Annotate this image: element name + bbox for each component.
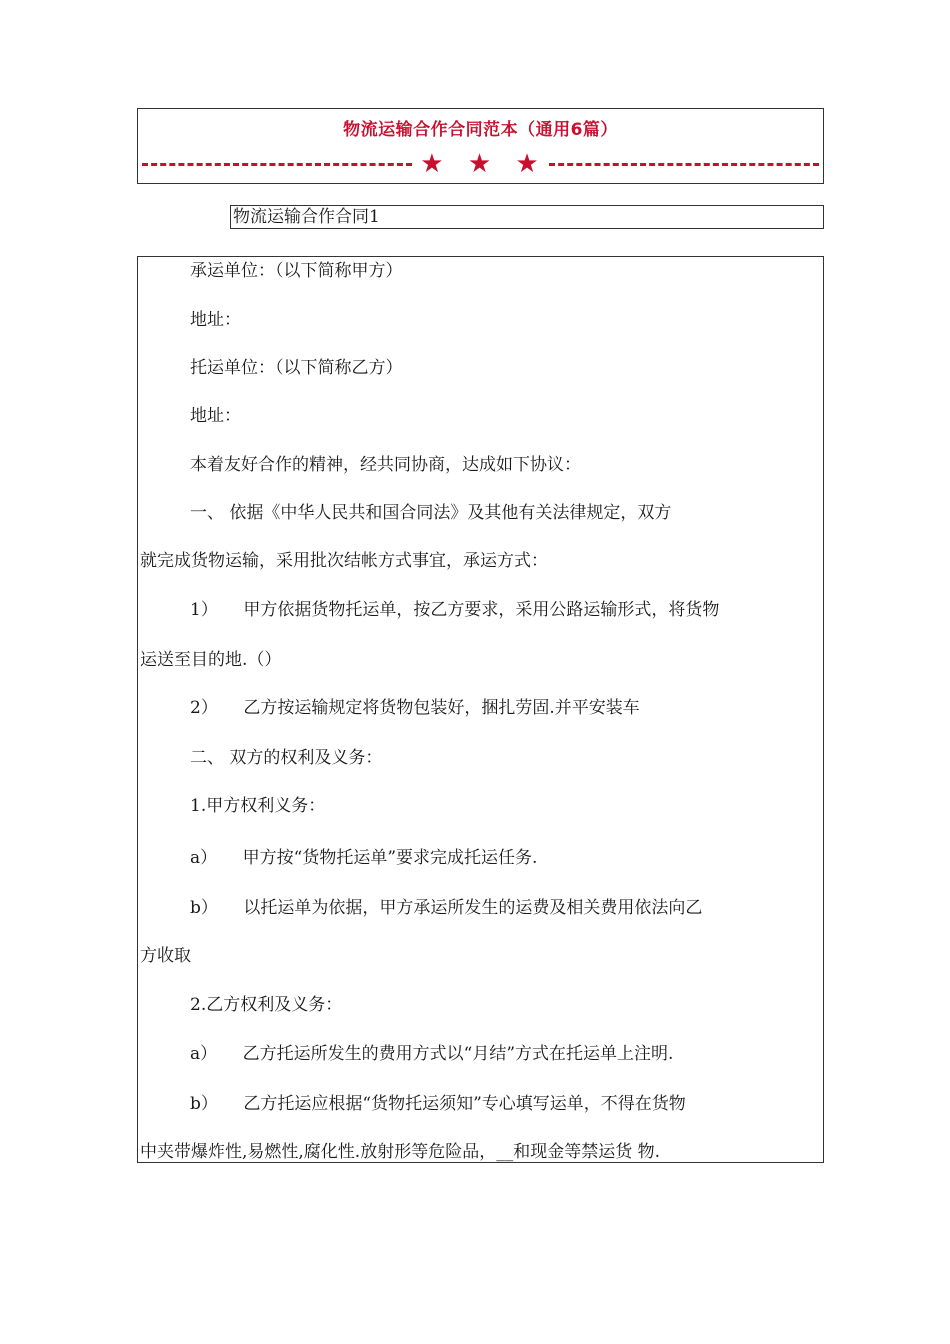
text-line: 2.乙方权利及义务： — [190, 995, 343, 1015]
text-line: b） 以托运单为依据，甲方承运所发生的运费及相关费用依法向乙 — [190, 898, 703, 918]
text-line: a） 甲方按“货物托运单”要求完成托运任务. — [190, 848, 538, 868]
text-line: 1） 甲方依据货物托运单，按乙方要求，采用公路运输形式，将货物 — [190, 600, 720, 620]
text-line: 本着友好合作的精神，经共同协商，达成如下协议： — [190, 455, 581, 475]
text-line: 一、 依据《中华人民共和国合同法》及其他有关法律规定，双方 — [190, 503, 672, 523]
document-title: 物流运输合作合同范本（通用6篇） — [343, 120, 618, 140]
text-line: b） 乙方托运应根据“货物托运须知”专心填写运单，不得在货物 — [190, 1094, 686, 1114]
text-line: 承运单位：（以下简称甲方） — [190, 261, 403, 281]
text-line: 地址： — [190, 310, 241, 330]
star-icons: ★ ★ ★ — [420, 149, 547, 179]
text-line: 1.甲方权利义务： — [190, 796, 326, 816]
text-line: 托运单位：（以下简称乙方） — [190, 358, 403, 378]
section-title: 物流运输合作合同1 — [230, 205, 824, 229]
contract-body — [137, 256, 824, 1163]
text-line: 2） 乙方按运输规定将货物包装好，捆扎劳固.并平安装车 — [190, 698, 640, 718]
text-line: 方收取 — [140, 946, 191, 966]
text-line: a） 乙方托运所发生的费用方式以“月结”方式在托运单上注明. — [190, 1044, 674, 1064]
text-line: 运送至目的地.（） — [140, 650, 282, 670]
title-box — [137, 108, 824, 184]
dash-line-right — [549, 163, 819, 166]
dash-line-left — [142, 163, 412, 166]
text-line: 二、 双方的权利及义务： — [190, 748, 383, 768]
text-line: 中夹带爆炸性,易燃性,腐化性.放射形等危险品，__和现金等禁运货 物. — [140, 1142, 661, 1162]
text-line: 地址： — [190, 406, 241, 426]
star-divider — [138, 149, 823, 179]
text-line: 就完成货物运输，采用批次结帐方式事宜，承运方式： — [140, 551, 548, 571]
